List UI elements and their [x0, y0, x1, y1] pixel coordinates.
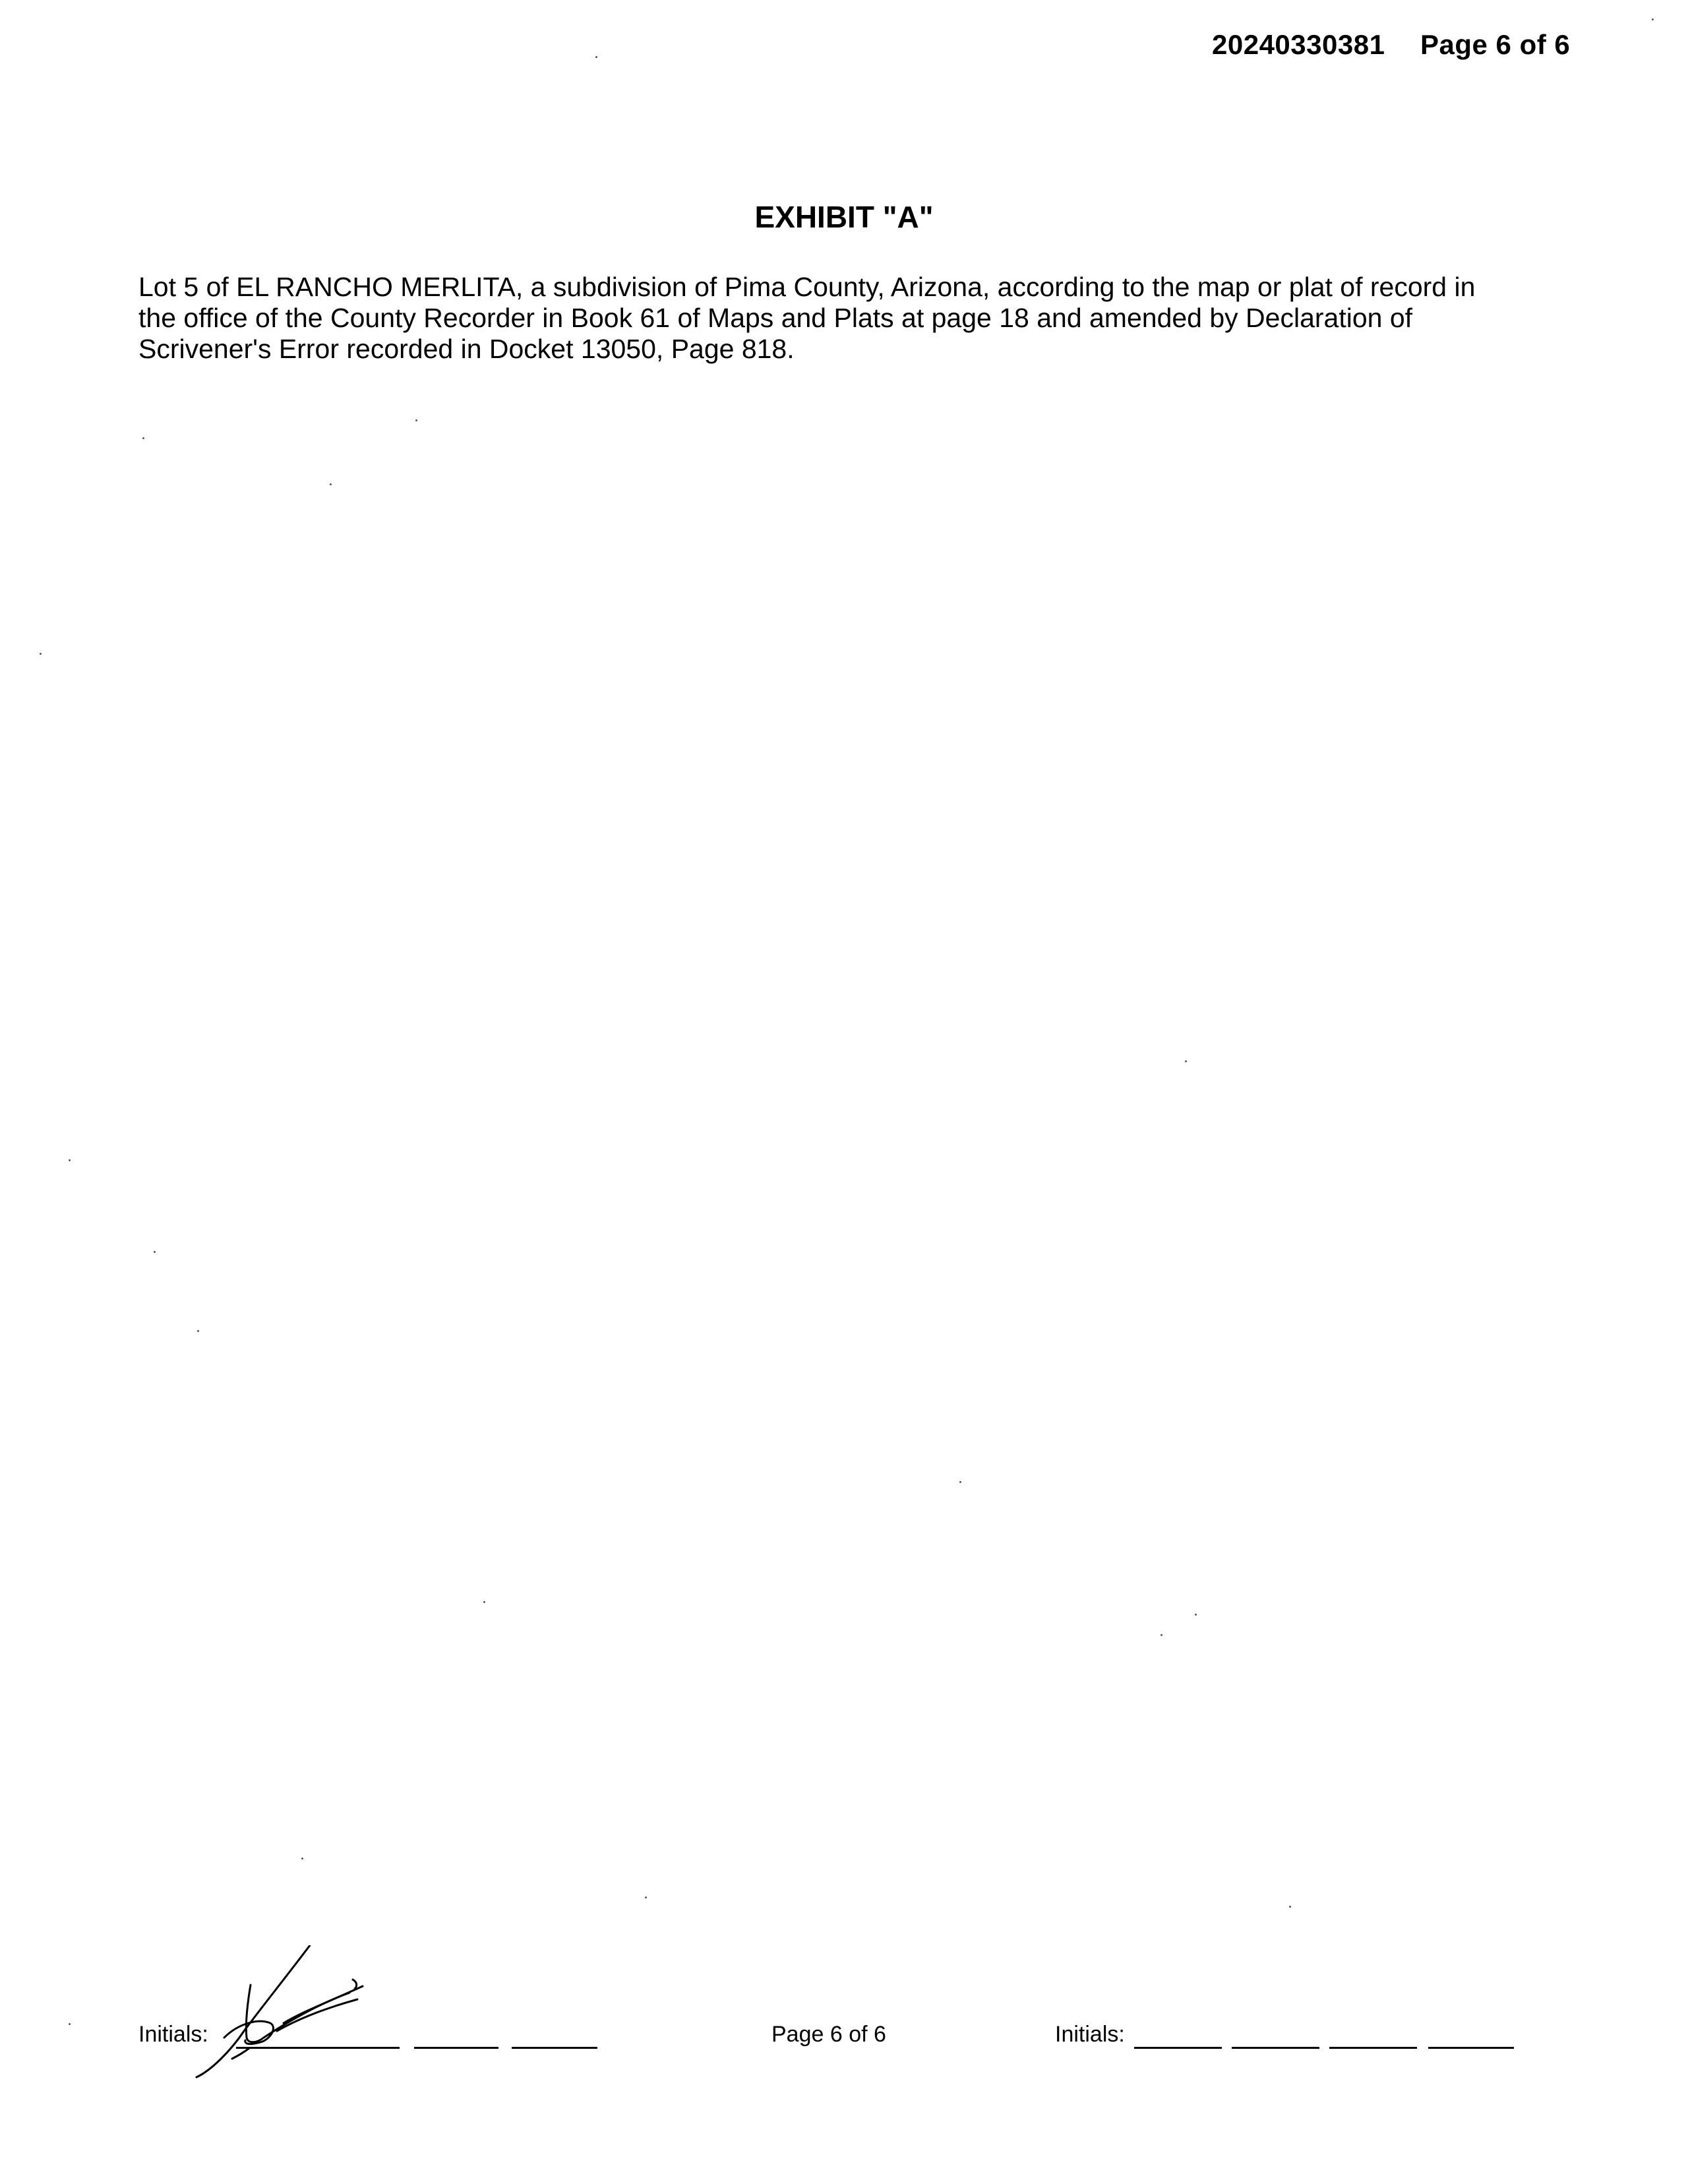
initials-label: Initials:	[138, 2022, 208, 2047]
legal-description-line: the office of the County Recorder in Book 61 of Maps and Plats at page 18 and amended by Declaration of	[138, 303, 1413, 333]
recording-number: 20240330381	[1212, 29, 1385, 60]
exhibit-title: EXHIBIT "A"	[754, 200, 934, 234]
initials-line	[414, 2047, 498, 2049]
initials-line	[1428, 2047, 1514, 2049]
initials-line	[1329, 2047, 1417, 2049]
initials-label: Initials:	[1055, 2022, 1125, 2047]
legal-description-line: Scrivener's Error recorded in Docket 13050, Page 818.	[138, 334, 795, 364]
handwritten-signature	[185, 1945, 376, 2090]
footer-page-number: Page 6 of 6	[771, 2022, 886, 2047]
header-page-number: Page 6 of 6	[1420, 29, 1571, 60]
legal-description-line: Lot 5 of EL RANCHO MERLITA, a subdivision of Pima County, Arizona, according to the map or plat of record in	[138, 272, 1476, 302]
initials-line	[1134, 2047, 1222, 2049]
initials-line	[1232, 2047, 1319, 2049]
legal-description	[138, 272, 1536, 365]
initials-line	[512, 2047, 597, 2049]
